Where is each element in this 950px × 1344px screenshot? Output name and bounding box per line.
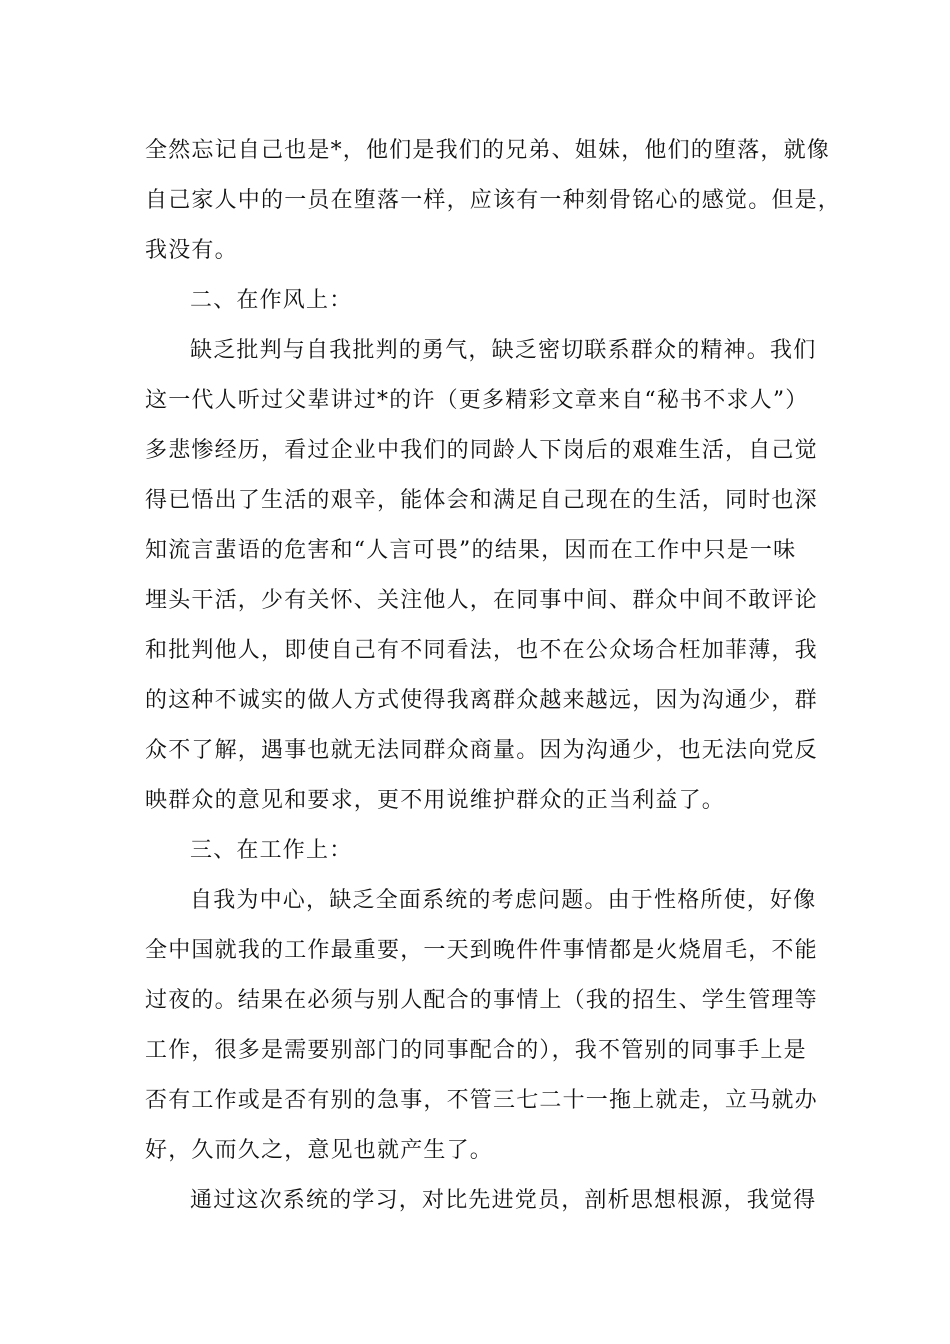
text-line: 的这种不诚实的做人方式使得我离群众越来越远，因为沟通少，群 [145,688,818,713]
text-line: 通过这次系统的学习，对比先进党员，剖析思想根源，我觉得 [190,1188,817,1213]
text-line: 得已悟出了生活的艰辛，能体会和满足自己现在的生活，同时也深 [145,488,818,513]
text-line: 众不了解，遇事也就无法同群众商量。因为沟通少，也无法向党反 [145,738,818,763]
text-line: 全然忘记自己也是*，他们是我们的兄弟、姐妹，他们的堕落，就像 [145,138,831,163]
text-line: 好，久而久之，意见也就产生了。 [145,1138,494,1163]
text-line: 我没有。 [145,238,238,263]
text-line: 过夜的。结果在必须与别人配合的事情上（我的招生、学生管理等 [145,988,818,1013]
text-line: 否有工作或是否有别的急事，不管三七二十一拖上就走，立马就办 [145,1088,818,1113]
text-line: 自我为中心，缺乏全面系统的考虑问题。由于性格所使，好像 [190,888,817,913]
text-line: 全中国就我的工作最重要，一天到晚件件事情都是火烧眉毛，不能 [145,938,818,963]
text-line: 缺乏批判与自我批判的勇气，缺乏密切联系群众的精神。我们 [190,338,817,363]
section-heading: 三、在工作上： [190,838,353,863]
text-line: 自己家人中的一员在堕落一样，应该有一种刻骨铭心的感觉。但是， [145,188,842,213]
text-line: 多悲惨经历，看过企业中我们的同龄人下岗后的艰难生活，自己觉 [145,438,818,463]
section-heading: 二、在作风上： [190,288,353,313]
text-line: 和批判他人，即使自己有不同看法，也不在公众场合枉加菲薄，我 [145,638,818,663]
text-line: 知流言蜚语的危害和“人言可畏”的结果，因而在工作中只是一味 [145,538,797,563]
text-line: 这一代人听过父辈讲过*的许（更多精彩文章来自“秘书不求人”） [145,388,809,413]
text-line: 工作，很多是需要别部门的同事配合的），我不管别的同事手上是 [145,1038,807,1063]
text-line: 埋头干活，少有关怀、关注他人，在同事中间、群众中间不敢评论 [145,588,818,613]
text-line: 映群众的意见和要求，更不用说维护群众的正当利益了。 [145,788,726,813]
